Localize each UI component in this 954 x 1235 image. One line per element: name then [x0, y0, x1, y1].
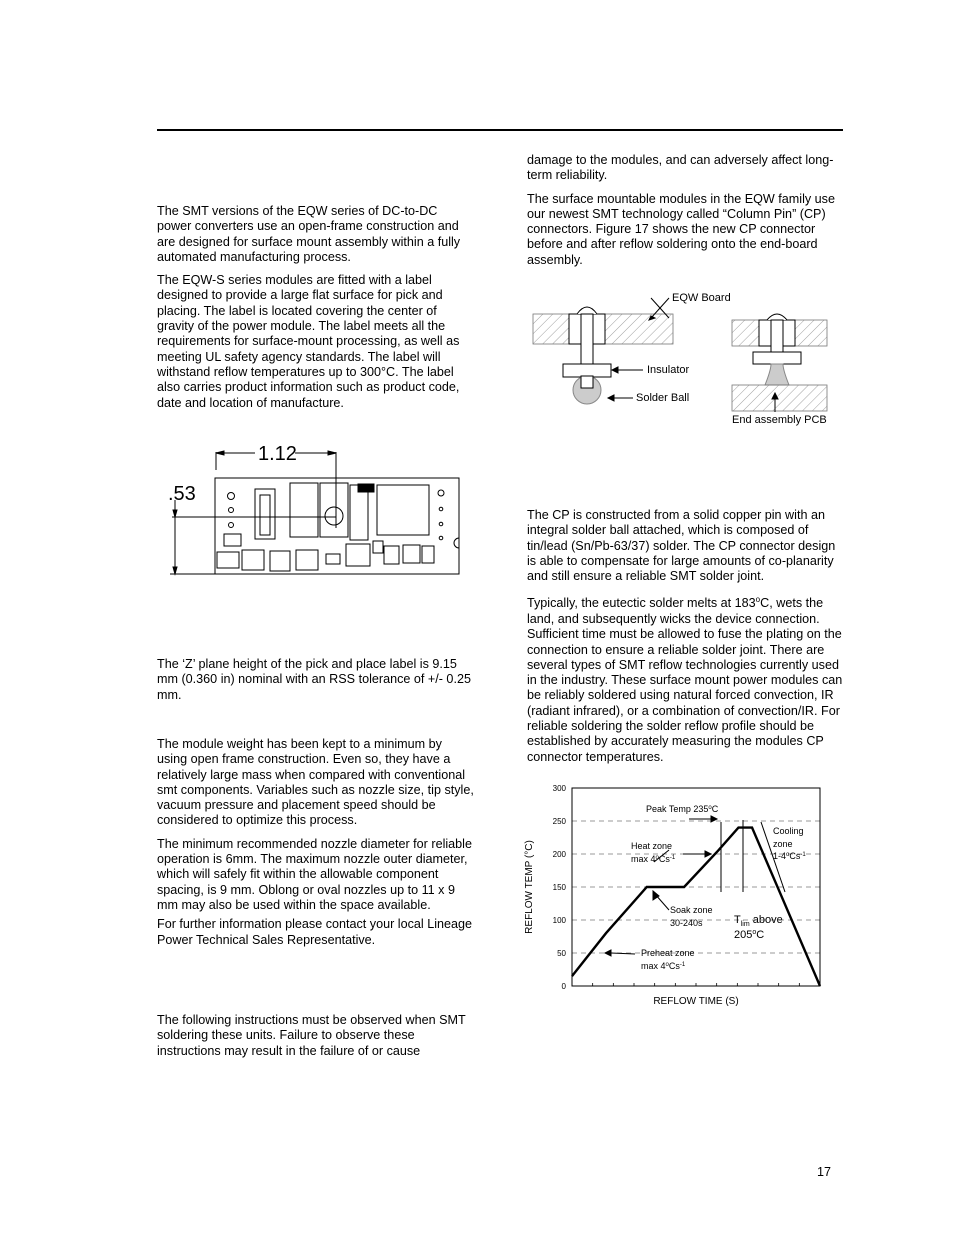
eqw-board-label: EQW Board [672, 292, 731, 304]
y-ticks [553, 784, 567, 991]
cooling-zone-label: Cooling [773, 826, 804, 836]
left-col-zplane [157, 657, 475, 711]
y-axis-label: REFLOW TEMP (°C) [524, 840, 535, 934]
preheat-zone-label: Preheat zone [641, 948, 695, 958]
heat-zone-rate: $\max 4^oCs^{-1}$ [631, 854, 676, 864]
left-col-top [157, 204, 475, 419]
superscript: o [755, 595, 761, 605]
left-col-weight [157, 737, 475, 956]
y-tick-label: 300 [552, 784, 566, 793]
right-col-cp [527, 508, 845, 773]
paragraph: The following instructions must be observed when SMT soldering these units. Failure to observe these instructions may result in the failure of or cause [157, 1013, 466, 1058]
insulator-label: Insulator [647, 364, 690, 376]
paragraph: damage to the modules, and can adversely affect long-term reliability. [527, 153, 834, 183]
paragraph: The EQW-S series modules are fitted with a label designed to provide a large flat surface for pick and placing. The label is located covering the center of gravity of the power module. The label meets all the requirements for surface-mount processing, as well as meeting UL safety agency standards. The label will withstand reflow temperatures up to 300°C. The label also carries product information such as product code, date and location of manufacture. [157, 273, 460, 410]
left-col-soldering [157, 1013, 475, 1067]
paragraph: The SMT versions of the EQW series of DC-to-DC power converters use an open-frame construction and are designed for surface mount assembly within a fully automated manufacturing process. [157, 204, 461, 264]
width-dimension: 1.12 [258, 443, 297, 465]
x-axis-label: REFLOW TIME (S) [653, 996, 739, 1007]
right-col-top [527, 153, 845, 276]
tlim-label: $T_{lim}$ above [734, 914, 783, 928]
pick-place-label-figure [160, 440, 470, 580]
y-tick-label: 50 [557, 949, 566, 958]
text-run: C, wets the land, and subsequently wicks the device connection. Sufficient time must be allowed to fuse the plating on the connection to ensure a reliable solder joint. There are several types of SMT reflow technologies currently used in the industry. These surface mount power modules can be reliably soldered using natural forced convection, IR (radiant infrared), or a combination of convection/IR. For reliable soldering the solder reflow profile should be established by accurately measuring the modules CP connector temperatures. [527, 596, 843, 764]
page-number: 17 [817, 1165, 832, 1179]
preheat-zone-rate: $\max 4^oCs^{-1}$ [641, 961, 686, 971]
peak-label: Peak Temp 235$^o$C [646, 804, 719, 814]
heat-zone-label: Heat zone [631, 841, 673, 851]
y-tick-label: 250 [552, 817, 566, 826]
paragraph: The minimum recommended nozzle diameter for reliable operation is 6mm. The maximum nozzle outer diameter, which will safely fit within the allowable component spacing, is 9 mm. Oblong or oval nozzles up to 11 x 9 mm may also be used within the space available. [157, 836, 472, 912]
solder-ball-label: Solder Ball [636, 392, 690, 404]
cooling-zone-rate: $1-4^oCs^{-1}$ [773, 851, 806, 861]
text-run: Typically, the eutectic solder melts at 183 [527, 596, 756, 611]
soak-zone-label: Soak zone [670, 905, 713, 915]
paragraph: For further information please contact your local Lineage Power Technical Sales Representative. [157, 917, 473, 947]
paragraph: The module weight has been kept to a minimum by using open frame construction. Even so, they have a relatively large mass when compared with conventional smt components. Variables such as nozzle size, tip style, vacuum pressure and placement speed should be considered to optimize this process. [157, 737, 474, 828]
soak-zone-time: 30-240s [670, 918, 703, 928]
paragraph: The CP is constructed from a solid copper pin with an integral solder ball attached, which is composed of tin/lead (Sn/Pb-63/37) solder. The CP connector design is able to compensate for large amounts of co-planarity and still ensure a reliable SMT solder joint. [527, 508, 836, 584]
cooling-zone-label2: zone [773, 839, 793, 849]
paragraph: The ‘Z’ plane height of the pick and place label is 9.15 mm (0.360 in) nominal with an RSS tolerance of +/- 0.25 mm. [157, 657, 471, 702]
y-tick-label: 100 [552, 916, 566, 925]
y-tick-label: 200 [552, 850, 566, 859]
height-dimension: .53 [168, 483, 196, 505]
y-tick-label: 0 [561, 982, 566, 991]
paragraph: The surface mountable modules in the EQW family use our newest SMT technology called “Column Pin” (CP) connectors. Figure 17 shows the new CP connector before and after reflow soldering onto the end-board assembly. [527, 191, 835, 267]
y-tick-label: 150 [552, 883, 566, 892]
tlim-temp: 205$^o$C [734, 929, 765, 941]
header-rule [157, 129, 843, 131]
reflow-profile-chart [515, 778, 835, 1013]
end-pcb-label: End assembly PCB [732, 414, 827, 426]
paragraph [527, 592, 845, 764]
